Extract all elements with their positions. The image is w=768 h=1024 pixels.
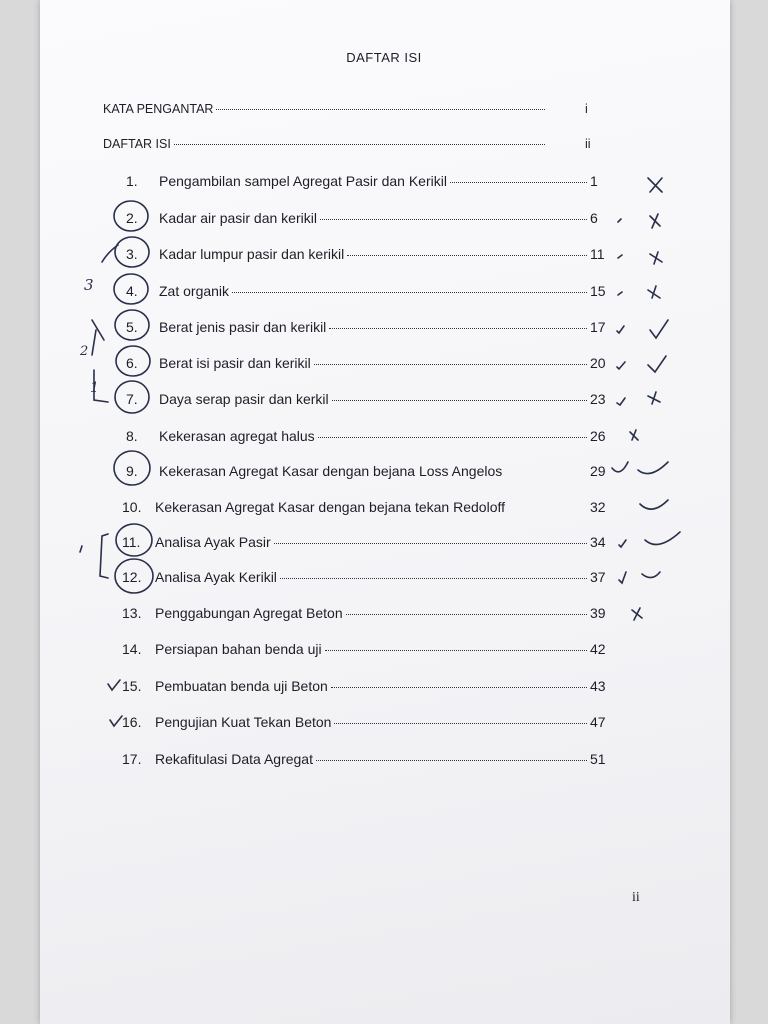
toc-entry-row [126, 428, 616, 444]
toc-page: 39 [590, 605, 606, 621]
toc-number: 3. [126, 246, 138, 262]
toc-page: 17 [590, 319, 606, 335]
toc-page: 47 [590, 714, 606, 730]
toc-number: 1. [126, 173, 138, 189]
toc-leader [318, 436, 587, 438]
toc-number: 16. [122, 714, 142, 730]
document-title: DAFTAR ISI [346, 50, 422, 65]
toc-entry-row [126, 391, 616, 407]
toc-label: Rekafitulasi Data Agregat [155, 751, 313, 767]
toc-page: ii [585, 137, 591, 151]
toc-page: 20 [590, 355, 606, 371]
toc-number: 8. [126, 428, 138, 444]
toc-page: 26 [590, 428, 606, 444]
toc-leader [325, 649, 587, 651]
toc-label: Pengambilan sampel Agregat Pasir dan Kerikil [159, 173, 447, 189]
toc-label: Kekerasan agregat halus [159, 428, 315, 444]
toc-entry-row [126, 283, 616, 299]
toc-number: 2. [126, 210, 138, 226]
toc-entry-row [122, 605, 616, 621]
toc-label: Daya serap pasir dan kerkil [159, 391, 329, 407]
toc-entry-row [122, 678, 616, 694]
toc-number: 9. [126, 463, 138, 479]
toc-label: Persiapan bahan benda uji [155, 641, 322, 657]
toc-leader [232, 291, 587, 293]
toc-page: i [585, 102, 588, 116]
toc-label: Berat jenis pasir dan kerikil [159, 319, 327, 335]
toc-page: 1 [590, 173, 598, 189]
toc-number: 4. [126, 283, 138, 299]
toc-label: Zat organik [159, 283, 230, 299]
toc-number: 5. [126, 319, 138, 335]
toc-leader [274, 542, 587, 544]
toc-leader [450, 181, 587, 183]
toc-label: Berat isi pasir dan kerikil [159, 355, 311, 371]
toc-page: 23 [590, 391, 606, 407]
toc-label: Kadar air pasir dan kerikil [159, 210, 317, 226]
toc-page: 32 [590, 499, 606, 515]
handwritten-numeral: 1 [90, 380, 99, 396]
toc-leader [314, 363, 587, 365]
toc-page: 51 [590, 751, 606, 767]
toc-leader [331, 686, 587, 688]
toc-number: 13. [122, 605, 142, 621]
toc-entry-row [126, 210, 616, 226]
toc-entry-row [126, 355, 616, 371]
toc-leader [280, 577, 587, 579]
toc-entry-row [126, 463, 616, 479]
toc-entry-row [122, 641, 616, 657]
toc-page: 29 [590, 463, 606, 479]
toc-leader [216, 108, 545, 110]
toc-page: 42 [590, 641, 606, 657]
toc-page: 43 [590, 678, 606, 694]
toc-entry-row [122, 569, 616, 585]
toc-number: 11. [122, 534, 141, 550]
toc-front-matter-row [103, 102, 611, 116]
toc-number: 12. [122, 569, 142, 585]
toc-label: Pembuatan benda uji Beton [155, 678, 328, 694]
toc-label: Kekerasan Agregat Kasar dengan bejana Loss Angelos [159, 463, 503, 479]
toc-label: Kekerasan Agregat Kasar dengan bejana tekan Redoloff [155, 499, 505, 515]
toc-number: 6. [126, 355, 138, 371]
toc-front-matter-row [103, 137, 611, 151]
toc-number: 15. [122, 678, 142, 694]
page-number: ii [632, 890, 640, 905]
toc-leader [334, 722, 587, 724]
toc-leader [320, 218, 587, 220]
toc-entry-row [126, 319, 616, 335]
toc-entry-row [122, 714, 616, 730]
toc-label: KATA PENGANTAR [103, 102, 214, 116]
toc-label: Penggabungan Agregat Beton [155, 605, 343, 621]
toc-leader [329, 327, 587, 329]
toc-number: 17. [122, 751, 142, 767]
toc-entry-row [122, 534, 616, 550]
toc-number: 14. [122, 641, 142, 657]
toc-number: 10. [122, 499, 142, 515]
toc-page: 6 [590, 210, 598, 226]
toc-entry-row [122, 751, 616, 767]
toc-entry-row [122, 499, 616, 515]
handwritten-numeral: 2 [80, 344, 89, 359]
toc-label: Kadar lumpur pasir dan kerikil [159, 246, 345, 262]
toc-page: 11 [590, 246, 605, 262]
toc-label: Analisa Ayak Kerikil [155, 569, 277, 585]
toc-page: 37 [590, 569, 606, 585]
handwritten-numeral: 3 [84, 276, 94, 294]
toc-leader [316, 759, 587, 761]
toc-entry-row [126, 246, 616, 262]
toc-number: 7. [126, 391, 138, 407]
toc-entry-row [126, 173, 616, 189]
toc-label: Pengujian Kuat Tekan Beton [155, 714, 332, 730]
toc-leader [332, 399, 587, 401]
toc-leader [347, 254, 587, 256]
toc-page: 15 [590, 283, 606, 299]
toc-leader [346, 613, 587, 615]
toc-label: Analisa Ayak Pasir [155, 534, 271, 550]
toc-leader [174, 143, 545, 145]
toc-page: 34 [590, 534, 606, 550]
toc-label: DAFTAR ISI [103, 137, 171, 151]
